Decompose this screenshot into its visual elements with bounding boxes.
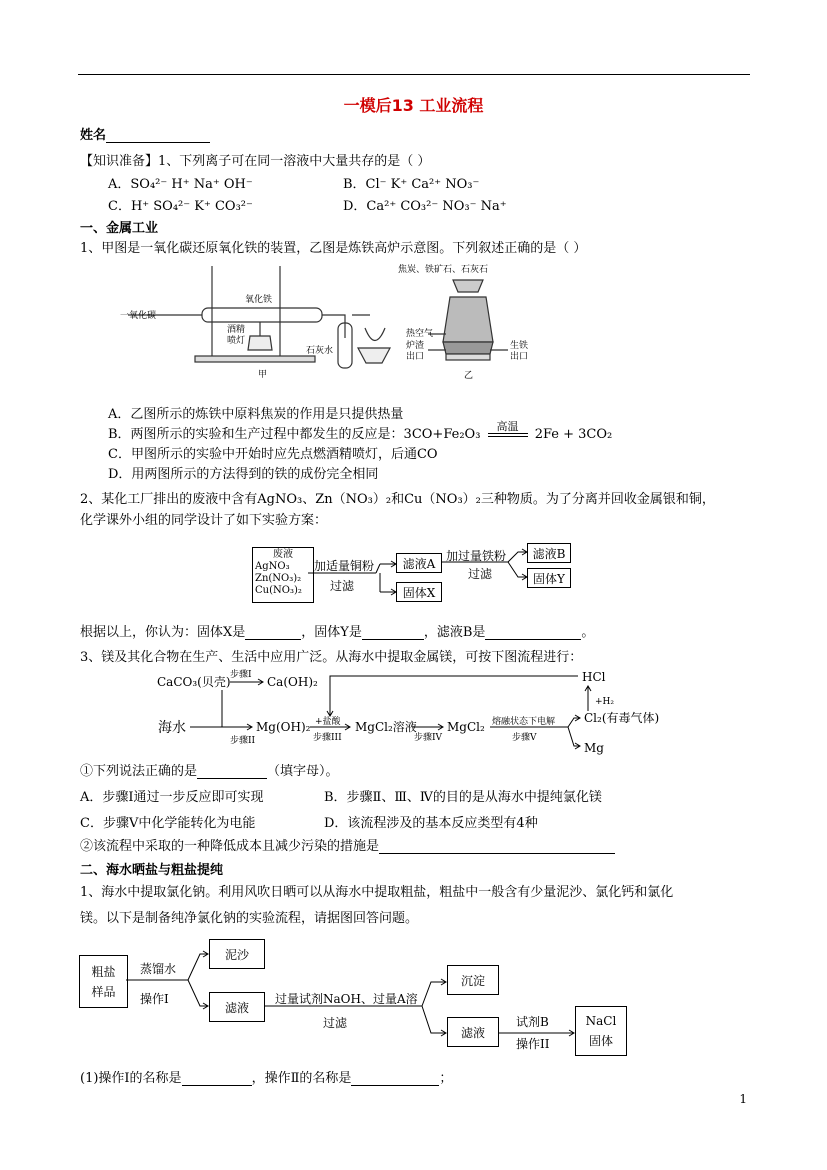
label-iron1: 生铁 — [510, 341, 529, 351]
label-slag1: 炉渣 — [406, 341, 425, 351]
reaction-arrow — [485, 420, 531, 442]
q3-option-b: B．步骤Ⅱ、Ⅲ、Ⅳ的目的是从海水中提纯氯化镁 — [324, 790, 602, 805]
blank-op1[interactable] — [182, 1071, 252, 1086]
crude-salt-2: 样品 — [91, 984, 116, 999]
q3-option-a: A．步骤Ⅰ通过一步反应即可实现 — [80, 790, 264, 805]
label-lamp1: 酒精 — [227, 325, 246, 335]
q3-flow — [150, 666, 710, 756]
q3-sub1-post: （填字母）。 — [267, 764, 339, 779]
name-line — [80, 124, 210, 143]
q4-sub1-line — [80, 1067, 452, 1086]
blank-solid-x[interactable] — [245, 625, 301, 640]
option-a: A．SO₄²⁻ H⁺ Na⁺ OH⁻ — [108, 177, 253, 192]
waste-item-2: Zn(NO₃)₂ — [255, 573, 302, 584]
q3-step4: 步骤IV — [414, 733, 443, 743]
blank-filtrate-b[interactable] — [485, 625, 581, 640]
header-rule — [78, 74, 750, 75]
q3-mg: Mg — [584, 741, 604, 755]
question-1-stem: 1、甲图是一氧化碳还原氧化铁的装置，乙图是炼铁高炉示意图。下列叙述正确的是（ ） — [80, 241, 587, 256]
section-heading-salt: 二、海水晒盐与粗盐提纯 — [80, 863, 224, 878]
q4-sub1-b: ，操作Ⅱ的名称是 — [251, 1071, 352, 1086]
q3-step2: 步骤II — [230, 736, 256, 746]
q3-h2: +H₂ — [595, 697, 614, 707]
label-top: 焦炭、铁矿石、石灰石 — [398, 265, 489, 275]
q2-filter2: 过滤 — [468, 567, 493, 581]
name-label: 姓名 — [80, 128, 107, 143]
label-lamp2: 喷灯 — [227, 336, 246, 346]
waste-label: 废液 — [273, 549, 293, 560]
reaction-condition: 高温 — [496, 420, 519, 433]
q4-reagent-b: 试剂B — [516, 1015, 549, 1029]
q3-sub1-line — [80, 760, 339, 779]
blast-furnace-figure — [398, 262, 538, 384]
q3-sub2: ②该流程中采取的一种降低成本且减少污染的措施是 — [80, 839, 380, 854]
q2-answer-c: ，滤液B是 — [423, 625, 486, 640]
q3-sub2-line — [80, 835, 615, 854]
section-heading-metal: 一、金属工业 — [80, 221, 159, 236]
q4-op1: 操作I — [140, 992, 169, 1006]
q2-step1: 加适量铜粉 — [314, 559, 375, 573]
q3-step1: 步骤I — [230, 670, 252, 680]
q3-mgoh2: Mg(OH)₂ — [256, 720, 311, 734]
q4-op2: 操作II — [516, 1037, 550, 1051]
precip-box: 沉淀 — [447, 965, 499, 995]
waste-box — [252, 547, 314, 603]
waste-item-3: Cu(NO₃)₂ — [255, 585, 302, 596]
q2-filter1: 过滤 — [330, 579, 355, 593]
label-jia: 甲 — [258, 370, 268, 380]
q4-reagent: 过量试剂NaOH、过量A溶 — [275, 992, 418, 1006]
q3-step5: 步骤V — [512, 733, 537, 743]
blank-op2[interactable] — [351, 1071, 439, 1086]
q2-step2: 加过量铁粉 — [446, 549, 507, 563]
q3-option-c: C．步骤Ⅴ中化学能转化为电能 — [80, 816, 256, 831]
crude-salt-1: 粗盐 — [91, 964, 116, 979]
knowledge-question: 【知识准备】1、下列离子可在同一溶液中大量共存的是（ ） — [80, 154, 431, 169]
q1-option-d: D．用两图所示的方法得到的铁的成份完全相同 — [108, 467, 379, 482]
q3-step3: 步骤III — [313, 733, 342, 743]
q1-option-b — [108, 420, 613, 442]
q4-stem-1: 1、海水中提取氯化钠。利用风吹日晒可以从海水中提取粗盐，粗盐中一般含有少量泥沙、氯化钙和氯化 — [80, 885, 674, 900]
label-iron2: 出口 — [510, 352, 529, 362]
option-d: D．Ca²⁺ CO₃²⁻ NO₃⁻ Na⁺ — [343, 199, 507, 214]
q3-molten: 熔融状态下电解 — [492, 717, 556, 727]
q3-hcl: HCl — [582, 670, 606, 684]
page-title: 一模后13 工业流程 — [343, 96, 484, 115]
solid-x-box: 固体X — [396, 582, 442, 602]
sand-box: 泥沙 — [209, 939, 265, 969]
label-hot-air: 热空气 — [406, 329, 434, 339]
q2-answer-b: ，固体Y是 — [301, 625, 362, 640]
filtrate1-box: 滤液 — [209, 992, 265, 1022]
blank-q3-sub2[interactable] — [379, 839, 615, 854]
q2-answer-a: 根据以上，你认为：固体X是 — [80, 625, 246, 640]
name-blank[interactable] — [106, 128, 210, 143]
q4-sub1-end: ； — [439, 1071, 453, 1086]
q2-flow-arrows — [308, 540, 538, 605]
option-b: B．Cl⁻ K⁺ Ca²⁺ NO₃⁻ — [343, 177, 480, 192]
q1-b-pre: B．两图所示的实验和生产过程中都发生的反应是：3CO+Fe₂O₃ — [108, 427, 481, 442]
q4-flow-arrows — [126, 940, 586, 1050]
q4-water: 蒸馏水 — [140, 962, 177, 976]
q3-caco3: CaCO₃(贝壳) — [157, 675, 231, 689]
label-limewater: 石灰水 — [306, 346, 334, 356]
option-c: C．H⁺ SO₄²⁻ K⁺ CO₃²⁻ — [108, 199, 253, 214]
q3-hcl-add: +盐酸 — [315, 717, 341, 727]
q3-seawater: 海水 — [158, 720, 186, 736]
q3-caoh2: Ca(OH)₂ — [267, 675, 318, 689]
crude-salt-box — [79, 955, 128, 1008]
q4-filter: 过滤 — [323, 1016, 348, 1030]
q2-stem-1: 2、某化工厂排出的废液中含有AgNO₃、Zn（NO₃）₂和Cu（NO₃）₂三种物质。为了分离并回收金属银和铜， — [80, 492, 715, 507]
q2-answer-line — [80, 621, 594, 640]
q3-option-d: D．该流程涉及的基本反应类型有4种 — [324, 816, 538, 831]
q1-b-post: 2Fe + 3CO₂ — [534, 427, 613, 442]
nacl-2: 固体 — [588, 1034, 613, 1048]
q3-stem: 3、镁及其化合物在生产、生活中应用广泛。从海水中提取金属镁，可按下图流程进行： — [80, 650, 583, 665]
q4-stem-2: 镁。以下是制备纯净氯化钠的实验流程，请据图回答问题。 — [80, 911, 419, 926]
q3-mgcl2: MgCl₂ — [447, 720, 485, 734]
page-number: 1 — [739, 1092, 747, 1106]
nacl-1: NaCl — [585, 1014, 617, 1028]
blank-q3-sub1[interactable] — [197, 764, 267, 779]
q3-sub1-pre: ①下列说法正确的是 — [80, 764, 198, 779]
q1-option-a: A．乙图所示的炼铁中原料焦炭的作用是只提供热量 — [108, 407, 404, 422]
solid-y-box: 固体Y — [527, 568, 571, 588]
label-yi: 乙 — [464, 371, 474, 381]
label-fe2o3: 氧化铁 — [245, 295, 273, 305]
filtrate-a-box: 滤液A — [396, 553, 442, 573]
q2-stem-2: 化学课外小组的同学设计了如下实验方案： — [80, 513, 328, 528]
q1-option-c: C．甲图所示的实验中开始时应先点燃酒精喷灯，后通CO — [108, 447, 438, 462]
waste-item-1: AgNO₃ — [255, 561, 290, 572]
filtrate2-box: 滤液 — [447, 1017, 499, 1047]
q3-cl2: Cl₂(有毒气体) — [584, 711, 660, 725]
label-co: 一氧化碳 — [120, 311, 157, 321]
q4-sub1-a: (1)操作Ⅰ的名称是 — [80, 1071, 182, 1086]
q3-mgcl2-sol: MgCl₂溶液 — [355, 720, 417, 734]
label-slag2: 出口 — [406, 352, 425, 362]
blank-solid-y[interactable] — [362, 625, 424, 640]
q2-answer-end: 。 — [581, 625, 595, 640]
filtrate-b-box: 滤液B — [527, 543, 571, 563]
